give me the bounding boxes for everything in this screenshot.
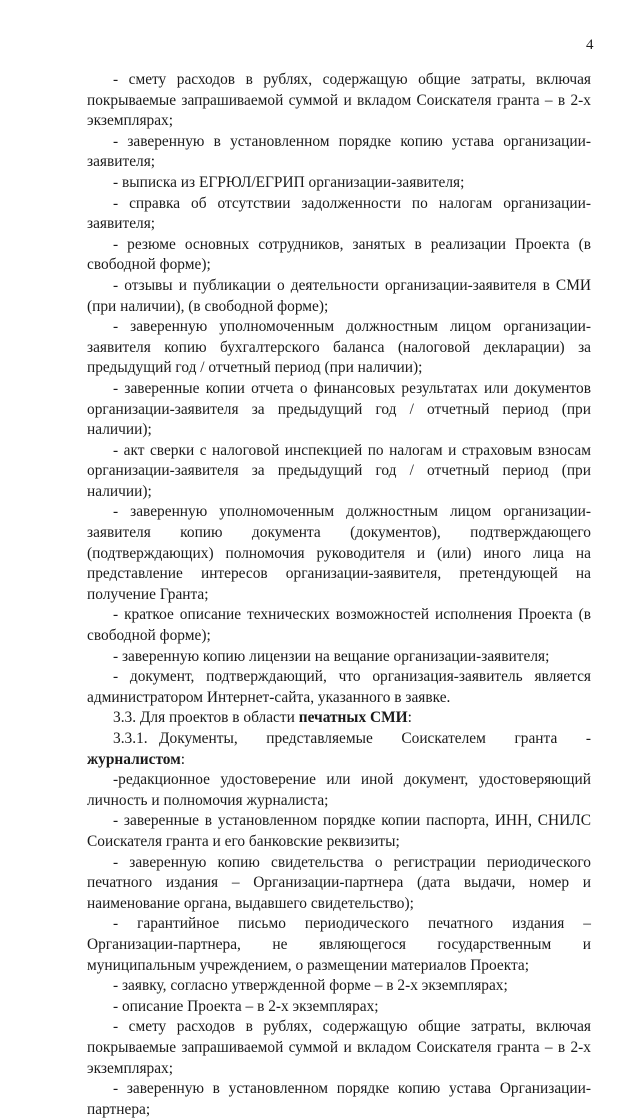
list-item: - акт сверки с налоговой инспекцией по налогам и страховым взносам организации-заявителя за предыдущий год / отчетный период (при наличии);	[87, 441, 591, 500]
list-item: - заверенную в установленном порядке копию устава Организации-партнера;	[87, 1080, 591, 1118]
list-item: - резюме основных сотрудников, занятых в реализации Проекта (в свободной форме);	[87, 235, 591, 274]
list-item: - документ, подтверждающий, что организация-заявитель является администратором Интернет-сайта, указанного в заявке.	[87, 668, 591, 706]
subsection-text: Документы, представляемые Соискателем гранта -	[159, 730, 591, 747]
list-item: - заявку, согласно утвержденной форме – в 2-х экземплярах;	[113, 977, 508, 995]
list-item: - выписка из ЕГРЮЛ/ЕГРИП организации-заявителя;	[113, 173, 465, 191]
list-item: - справка об отсутствии задолженности по налогам организации-заявителя;	[87, 194, 591, 233]
list-item: - заверенную копию лицензии на вещание организации-заявителя;	[113, 647, 550, 665]
list-item: - заверенные копии отчета о финансовых результатах или документов организации-заявителя за предыдущий год / отчетный период (при наличии);	[87, 379, 591, 439]
subsection-heading	[87, 729, 591, 770]
subsection-suffix: :	[180, 750, 185, 768]
subsection-bold: журналистом	[87, 750, 181, 768]
list-item: - краткое описание технических возможностей исполнения Проекта (в свободной форме);	[87, 606, 591, 645]
list-item: - заверенную уполномоченным должностным лицом организации-заявителя копию документа (документов), подтверждающего (подтверждающих) полномочия руководителя и (или) иного лица на представление интересов организации-заявителя, претендующей на получение Гранта;	[87, 503, 591, 603]
list-item: -редакционное удостоверение или иной документ, удостоверяющий личность и полномочия журналиста;	[87, 771, 591, 809]
list-item: - смету расходов в рублях, содержащую общие затраты, включая покрываемые запрашиваемой суммой и вкладом Соискателя гранта – в 2-х экземплярах;	[87, 1018, 591, 1077]
list-item: - смету расходов в рублях, содержащую общие затраты, включая покрываемые запрашиваемой суммой и вкладом Соискателя гранта – в 2-х экземплярах;	[87, 71, 591, 130]
section-heading	[87, 708, 591, 729]
list-item: - заверенные в установленном порядке копии паспорта, ИНН, СНИЛС Соискателя гранта и его банковские реквизиты;	[87, 812, 591, 850]
list-item: - заверенную уполномоченным должностным лицом организации-заявителя копию бухгалтерского баланса (налоговой декларации) за предыдущий год / отчетный период (при наличии);	[87, 318, 591, 377]
list-item: - отзывы и публикации о деятельности организации-заявителя в СМИ (при наличии), (в свободной форме);	[87, 276, 591, 315]
list-item: - гарантийное письмо периодического печатного издания – Организации-партнера, не являющегося государственным и муниципальным учреждением, о размещении материалов Проекта;	[87, 915, 591, 974]
section-heading-suffix: :	[407, 709, 412, 727]
list-item: - описание Проекта – в 2-х экземплярах;	[113, 997, 379, 1015]
section-heading-bold: печатных СМИ	[298, 709, 408, 727]
document-body	[87, 70, 591, 1120]
section-heading-prefix: 3.3. Для проектов в области	[113, 709, 299, 727]
page-number: 4	[586, 37, 594, 53]
subsection-number: 3.3.1.	[113, 730, 148, 747]
list-item: - заверенную в установленном порядке копию устава организации-заявителя;	[87, 132, 591, 171]
list-item: - заверенную копию свидетельства о регистрации периодического печатного издания – Организации-партнера (дата выдачи, номер и наименование органа, выдавшего свидетельство);	[87, 853, 591, 912]
